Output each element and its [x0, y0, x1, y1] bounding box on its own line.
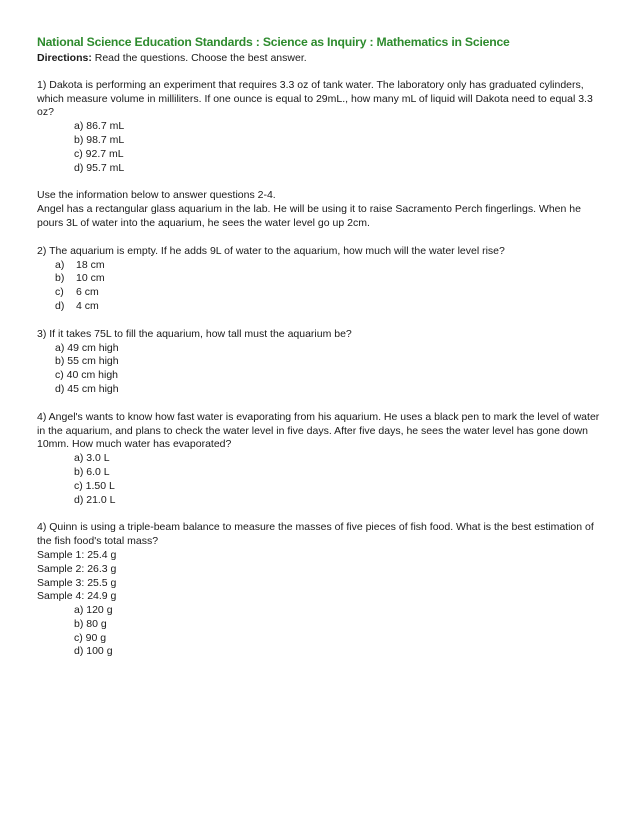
- option-key: d): [55, 299, 65, 312]
- option: b) 80 g: [74, 617, 107, 630]
- option: c) 92.7 mL: [74, 147, 124, 160]
- question-2-options: [37, 259, 607, 314]
- sample-list: [37, 549, 607, 604]
- sample-item: Sample 2: 26.3 g: [37, 562, 117, 575]
- option: d) 100 g: [74, 645, 113, 658]
- info-block: [37, 189, 607, 230]
- info-line-2: Angel has a rectangular glass aquarium in the lab. He will be using it to raise Sacramento Perch fingerlings. When he pours 3L of water into the aquarium, he sees the water level go up 2cm.: [37, 203, 581, 229]
- question-3-text: 3) If it takes 75L to fill the aquarium, how tall must the aquarium be?: [37, 327, 352, 340]
- directions-label: Directions:: [37, 52, 92, 64]
- option-key: a): [55, 258, 65, 271]
- option: [55, 300, 607, 314]
- option: c) 40 cm high: [55, 369, 119, 382]
- option: d) 95.7 mL: [74, 161, 125, 174]
- question-4-options: [37, 452, 607, 507]
- question-4: [37, 411, 607, 508]
- question-5-text: 4) Quinn is using a triple-beam balance to measure the masses of five pieces of fish food. What is the best estimation of the fish food's total mass?: [37, 521, 594, 548]
- option: b) 98.7 mL: [74, 133, 125, 146]
- info-line-1: Use the information below to answer questions 2-4.: [37, 189, 276, 202]
- option: a) 3.0 L: [74, 452, 110, 465]
- option: a) 86.7 mL: [74, 120, 125, 133]
- option-value: 4 cm: [76, 299, 99, 312]
- directions-text: Read the questions. Choose the best answer.: [91, 52, 307, 64]
- question-5-options: [37, 604, 607, 659]
- question-1: [37, 79, 607, 176]
- sample-item: Sample 4: 24.9 g: [37, 590, 117, 603]
- option: [55, 272, 607, 286]
- option-key: c): [55, 286, 64, 299]
- option-value: 18 cm: [76, 258, 105, 271]
- sample-item: Sample 3: 25.5 g: [37, 576, 117, 589]
- question-3: [37, 328, 607, 397]
- question-2: [37, 245, 607, 314]
- option: b) 6.0 L: [74, 465, 110, 478]
- option: [55, 259, 607, 273]
- question-5: [37, 521, 607, 659]
- option: c) 1.50 L: [74, 479, 115, 492]
- option: b) 55 cm high: [55, 355, 119, 368]
- option: a) 120 g: [74, 604, 113, 617]
- option: d) 45 cm high: [55, 382, 119, 395]
- question-1-text: 1) Dakota is performing an experiment that requires 3.3 oz of tank water. The laboratory only has graduated cylinders, which measure volume in milliliters. If one ounce is equal to 29mL., how many mL of liquid will Dakota need to equal 3.3 oz?: [37, 78, 593, 119]
- option: [55, 286, 607, 300]
- worksheet-page: [37, 34, 607, 673]
- option: d) 21.0 L: [74, 493, 116, 506]
- option: c) 90 g: [74, 631, 107, 644]
- option-value: 10 cm: [76, 272, 105, 285]
- option-value: 6 cm: [76, 286, 99, 299]
- directions: [37, 52, 607, 66]
- worksheet-title: National Science Education Standards : Science as Inquiry : Mathematics in Science: [37, 35, 510, 49]
- question-1-options: [37, 120, 607, 175]
- sample-item: Sample 1: 25.4 g: [37, 548, 117, 561]
- question-3-options: [37, 342, 607, 397]
- question-2-text: 2) The aquarium is empty. If he adds 9L of water to the aquarium, how much will the water level rise?: [37, 244, 505, 257]
- option-key: b): [55, 272, 65, 285]
- question-4-text: 4) Angel's wants to know how fast water is evaporating from his aquarium. He uses a black pen to mark the level of water in the aquarium, and plans to check the water level in five days. After five days, he sees the water level has gone down 10mm. How much water has evaporated?: [37, 410, 600, 451]
- option: a) 49 cm high: [55, 341, 119, 354]
